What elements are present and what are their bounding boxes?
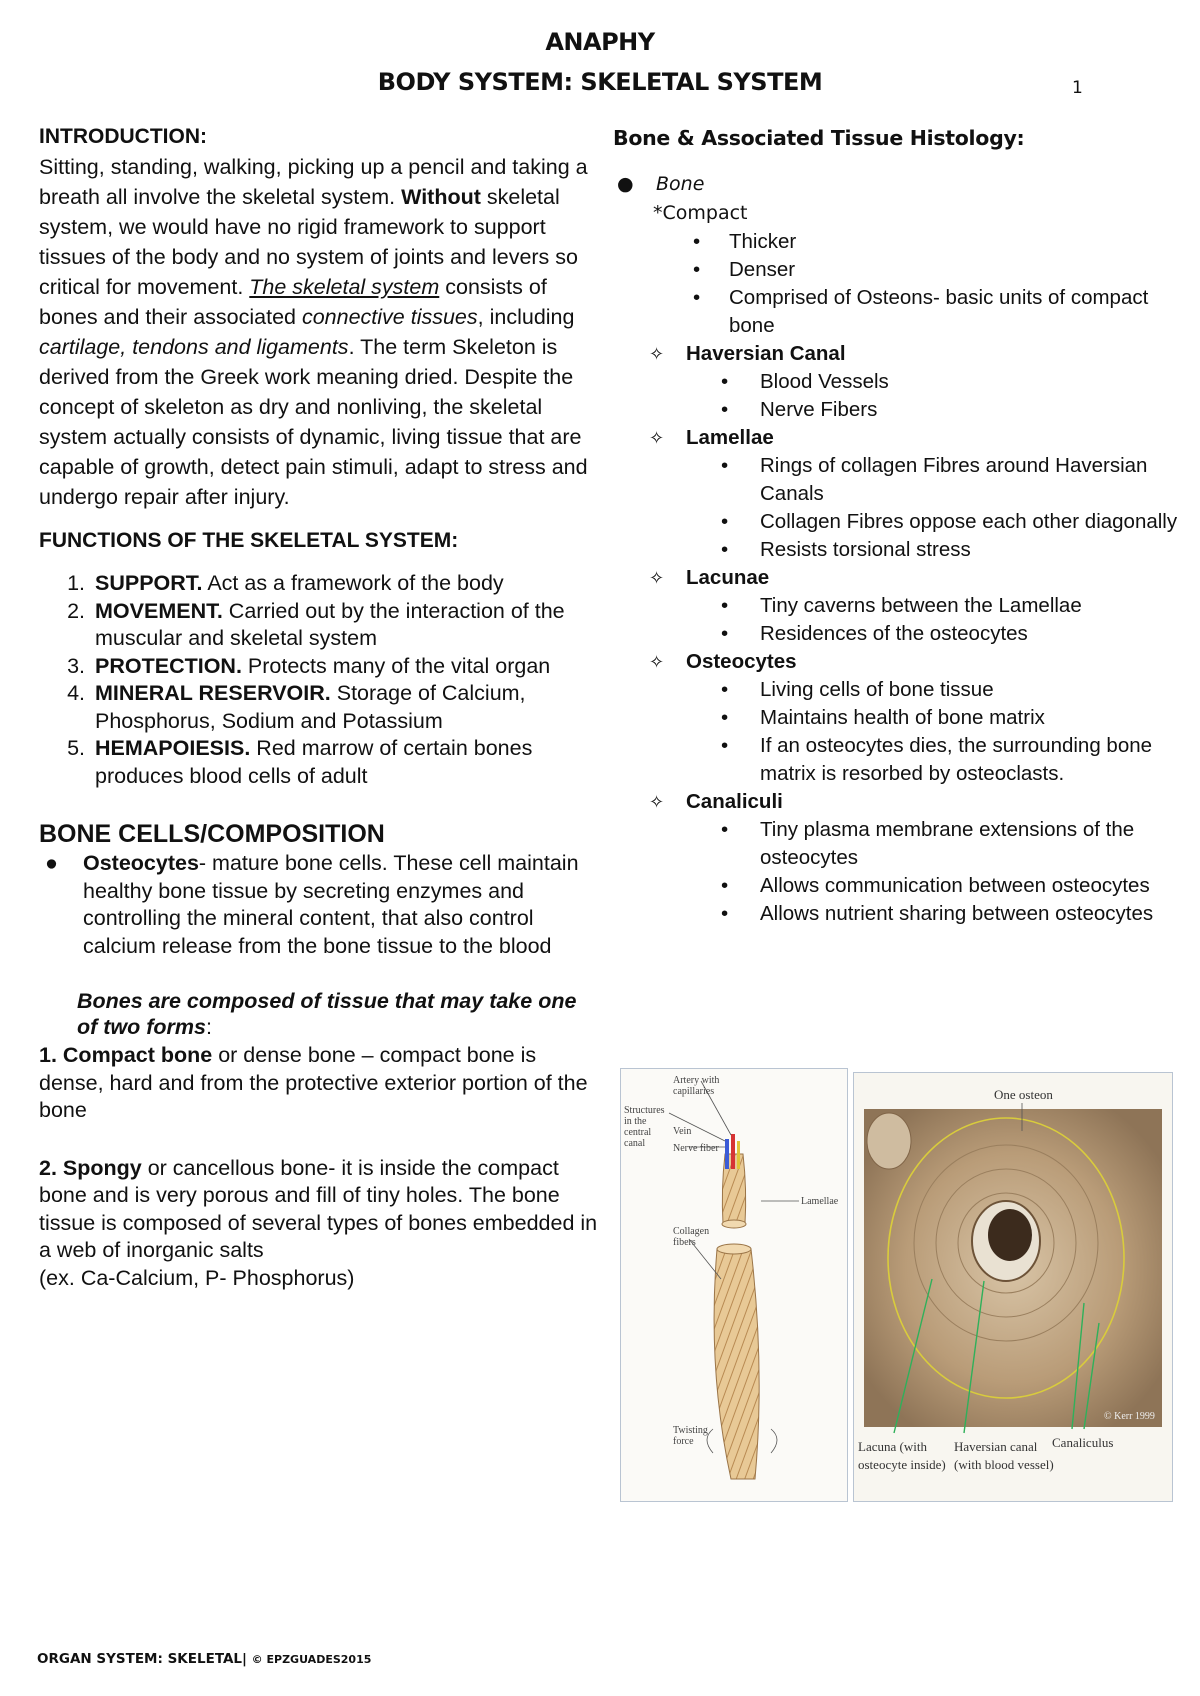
canaliculi-list (613, 816, 1183, 928)
bullet-icon: • (721, 538, 729, 561)
bullet-icon: • (721, 370, 729, 393)
list-item (91, 680, 599, 735)
bullet-icon: • (721, 510, 729, 533)
list-item (613, 592, 1183, 620)
intro-text: . The term Skeleton is derived from the Greek work meaning dried. Despite the concept of skeleton as dry and nonliving, the skeletal system actually consists of dynamic, living tissue that are capable of growth, detect pain stimuli, adapt to stress and undergo repair after injury. (39, 335, 588, 509)
function-label: HEMAPOIESIS. (95, 736, 251, 760)
figure-label: canal (624, 1138, 646, 1149)
list-item (613, 816, 1183, 872)
function-text: Red marrow of certain bones produces blood cells of adult (95, 736, 533, 788)
bullet-icon: • (721, 818, 729, 841)
bullet-icon: • (721, 902, 729, 925)
list-item (613, 256, 1183, 284)
figure-label: central (624, 1127, 652, 1138)
functions-title: FUNCTIONS OF THE SKELETAL SYSTEM: (39, 529, 459, 552)
osteon-diagram-figure (620, 1068, 848, 1502)
list-item (45, 850, 599, 960)
osteon-micrograph (854, 1073, 1172, 1501)
list-item (91, 598, 599, 653)
osteon-micrograph-figure (853, 1072, 1173, 1502)
figure-label: Structures (624, 1105, 665, 1116)
list-item (613, 452, 1183, 508)
bullet-icon: • (721, 874, 729, 897)
figure-label: osteocyte inside) (858, 1457, 946, 1472)
bullet-icon: ● (45, 851, 58, 875)
list-item-text: Tiny plasma membrane extensions of the osteocytes (760, 818, 1135, 869)
figure-label: Canaliculus (1052, 1435, 1114, 1450)
diamond-star-icon: ✧ (649, 652, 665, 672)
list-item-text: Nerve Fibers (760, 398, 878, 421)
function-text: Protects many of the vital organ (241, 653, 551, 678)
section-lacunae (613, 564, 1183, 592)
function-label: MOVEMENT. (95, 598, 223, 623)
diamond-star-icon: ✧ (649, 568, 665, 588)
figure-label: One osteon (994, 1087, 1053, 1102)
footer-copyright: © EPZGUADES2015 (251, 1653, 372, 1666)
diamond-star-icon: ✧ (649, 792, 665, 812)
bone-label: Bone (656, 173, 705, 195)
bone-cells-title: BONE CELLS/COMPOSITION (39, 820, 385, 848)
vein-icon (725, 1139, 729, 1169)
section-lamellae (613, 424, 1183, 452)
section-canaliculi (613, 788, 1183, 816)
right-column (613, 126, 1183, 928)
compact-heading: *Compact (653, 202, 748, 224)
figure-label: Lacuna (with (858, 1439, 927, 1454)
list-item (91, 735, 599, 790)
bullet-icon: • (721, 678, 729, 701)
compact-text: or dense bone – compact bone is dense, hard and from the protective exterior portion of the bone (39, 1043, 588, 1122)
figure-label: fibers (673, 1237, 696, 1248)
spongy-label: 2. Spongy (39, 1155, 142, 1180)
left-column (39, 122, 599, 1292)
figure-label: Artery with (673, 1075, 720, 1086)
page-footer (37, 1651, 371, 1667)
spongy-text: or cancellous bone- it is inside the compact bone and is very porous and fill of tiny holes. The bone tissue is composed of several types of bones embedded in a web of inorganic salts (39, 1155, 598, 1262)
bullet-icon: • (721, 454, 729, 477)
list-item (613, 368, 1183, 396)
list-item-text: Blood Vessels (760, 370, 889, 393)
list-item (613, 284, 1183, 340)
list-item-text: If an osteocytes dies, the surrounding bone matrix is resorbed by osteoclasts. (760, 734, 1153, 785)
osteocytes-label: Osteocytes (83, 851, 199, 875)
section-haversian-canal (613, 340, 1183, 368)
intro-italic: cartilage, tendons and ligaments (39, 335, 349, 359)
forms-text: Bones are composed of tissue that may take one of two forms (77, 989, 577, 1039)
list-item-text: Residences of the osteocytes (760, 622, 1028, 645)
intro-italic: connective tissues (301, 305, 478, 329)
list-item-text: Thicker (729, 230, 797, 253)
list-item-text: Collagen Fibres oppose each other diagonally (760, 510, 1178, 533)
list-item-text: Living cells of bone tissue (760, 678, 994, 701)
section-title: Canaliculi (686, 790, 783, 813)
lamellae-list (613, 452, 1183, 564)
intro-text: skeletal system, we would have no rigid framework to support tissues of the body and no system of joints and levers so critical for movement. (39, 185, 578, 299)
list-item (613, 508, 1183, 536)
bullet-icon: • (693, 258, 701, 281)
osteon-diagram (621, 1069, 847, 1501)
bone-forms-note (77, 988, 599, 1040)
section-title: Lacunae (686, 566, 770, 589)
compact-bone-paragraph (39, 1042, 599, 1125)
artery-icon (731, 1134, 735, 1169)
section-title: Lamellae (686, 426, 774, 449)
function-text: Storage of Calcium, Phosphorus, Sodium and Potassium (95, 681, 526, 733)
list-item-text: Maintains health of bone matrix (760, 706, 1045, 729)
intro-bold: Without (401, 185, 481, 209)
intro-text: , including (477, 305, 575, 329)
spongy-bone-paragraph (39, 1155, 599, 1293)
list-item (613, 620, 1183, 648)
intro-text: Sitting, standing, walking, picking up a pencil and taking a breath all involve the skeletal system. (39, 155, 588, 209)
function-label: PROTECTION. (95, 653, 242, 678)
document-title: ANAPHY (545, 28, 655, 56)
bullet-icon: • (721, 706, 729, 729)
footer-text: ORGAN SYSTEM: SKELETAL| (37, 1651, 247, 1667)
figure-label: Vein (673, 1126, 692, 1137)
diamond-star-icon: ✧ (649, 428, 665, 448)
forms-colon: : (206, 1015, 212, 1039)
bullet-icon: • (693, 286, 701, 309)
osteocytes-list (613, 676, 1183, 788)
list-item-text: Tiny caverns between the Lamellae (760, 594, 1082, 617)
functions-list (39, 570, 599, 790)
compact-list (613, 228, 1183, 340)
list-item-text: Denser (729, 258, 796, 281)
list-item-text: Allows communication between osteocytes (760, 874, 1150, 897)
figure-label: (with blood vessel) (954, 1457, 1054, 1472)
diamond-star-icon: ✧ (649, 344, 665, 364)
function-label: SUPPORT. (95, 571, 203, 595)
histology-title: Bone & Associated Tissue Histology: (613, 126, 1025, 150)
intro-underline: The skeletal system (249, 275, 440, 299)
list-item (613, 704, 1183, 732)
section-title: Haversian Canal (686, 342, 846, 365)
figure-label: force (673, 1436, 694, 1447)
figure-label: Twisting (673, 1425, 708, 1436)
document-subtitle: BODY SYSTEM: SKELETAL SYSTEM (377, 68, 823, 96)
haversian-list (613, 368, 1183, 424)
introduction-paragraph (39, 152, 599, 512)
introduction-title: INTRODUCTION: (39, 125, 207, 148)
bullet-icon: • (721, 622, 729, 645)
function-text: Act as a framework of the body (202, 571, 504, 595)
list-item (613, 732, 1183, 788)
figure-label: Lamellae (801, 1196, 839, 1207)
function-text: Carried out by the interaction of the muscular and skeletal system (95, 598, 565, 650)
figure-label: Haversian canal (954, 1439, 1038, 1454)
bullet-icon: • (721, 734, 729, 757)
intro-text: consists of bones and their associated (39, 275, 547, 329)
example-text: (ex. Ca-Calcium, P- Phosphorus) (39, 1265, 355, 1290)
section-osteocytes (613, 648, 1183, 676)
figure-label: © Kerr 1999 (1104, 1411, 1155, 1422)
compact-label: 1. Compact bone (39, 1043, 213, 1067)
figure-label: in the (624, 1116, 647, 1127)
figure-label: capillaries (673, 1086, 715, 1097)
list-item (91, 653, 599, 681)
bullet-icon: • (721, 398, 729, 421)
function-label: MINERAL RESERVOIR. (95, 681, 331, 705)
bullet-icon: ● (617, 173, 634, 195)
bullet-icon: • (693, 230, 701, 253)
bone-heading (613, 170, 1183, 198)
list-item-text: Rings of collagen Fibres around Haversian Canals (760, 454, 1148, 505)
figure-label: Collagen (673, 1226, 710, 1237)
figure-label: Nerve fiber (673, 1143, 719, 1154)
bone-cells-list (39, 850, 599, 960)
section-title: Osteocytes (686, 650, 797, 673)
list-item (613, 872, 1183, 900)
nerve-icon (737, 1141, 740, 1169)
list-item (613, 676, 1183, 704)
list-item-text: Comprised of Osteons- basic units of compact bone (729, 286, 1149, 337)
list-item (91, 570, 599, 598)
bullet-icon: • (721, 594, 729, 617)
lacunae-list (613, 592, 1183, 648)
haversian-canal-icon (988, 1209, 1032, 1261)
page-number: 1 (1072, 78, 1083, 98)
list-item (613, 536, 1183, 564)
list-item-text: Allows nutrient sharing between osteocytes (760, 902, 1154, 925)
list-item (613, 396, 1183, 424)
list-item (613, 228, 1183, 256)
list-item-text: Resists torsional stress (760, 538, 971, 561)
list-item (613, 900, 1183, 928)
osteocytes-text: - mature bone cells. These cell maintain healthy bone tissue by secreting enzymes and controlling the mineral content, that also control calcium release from the bone tissue to the blood (83, 851, 579, 958)
